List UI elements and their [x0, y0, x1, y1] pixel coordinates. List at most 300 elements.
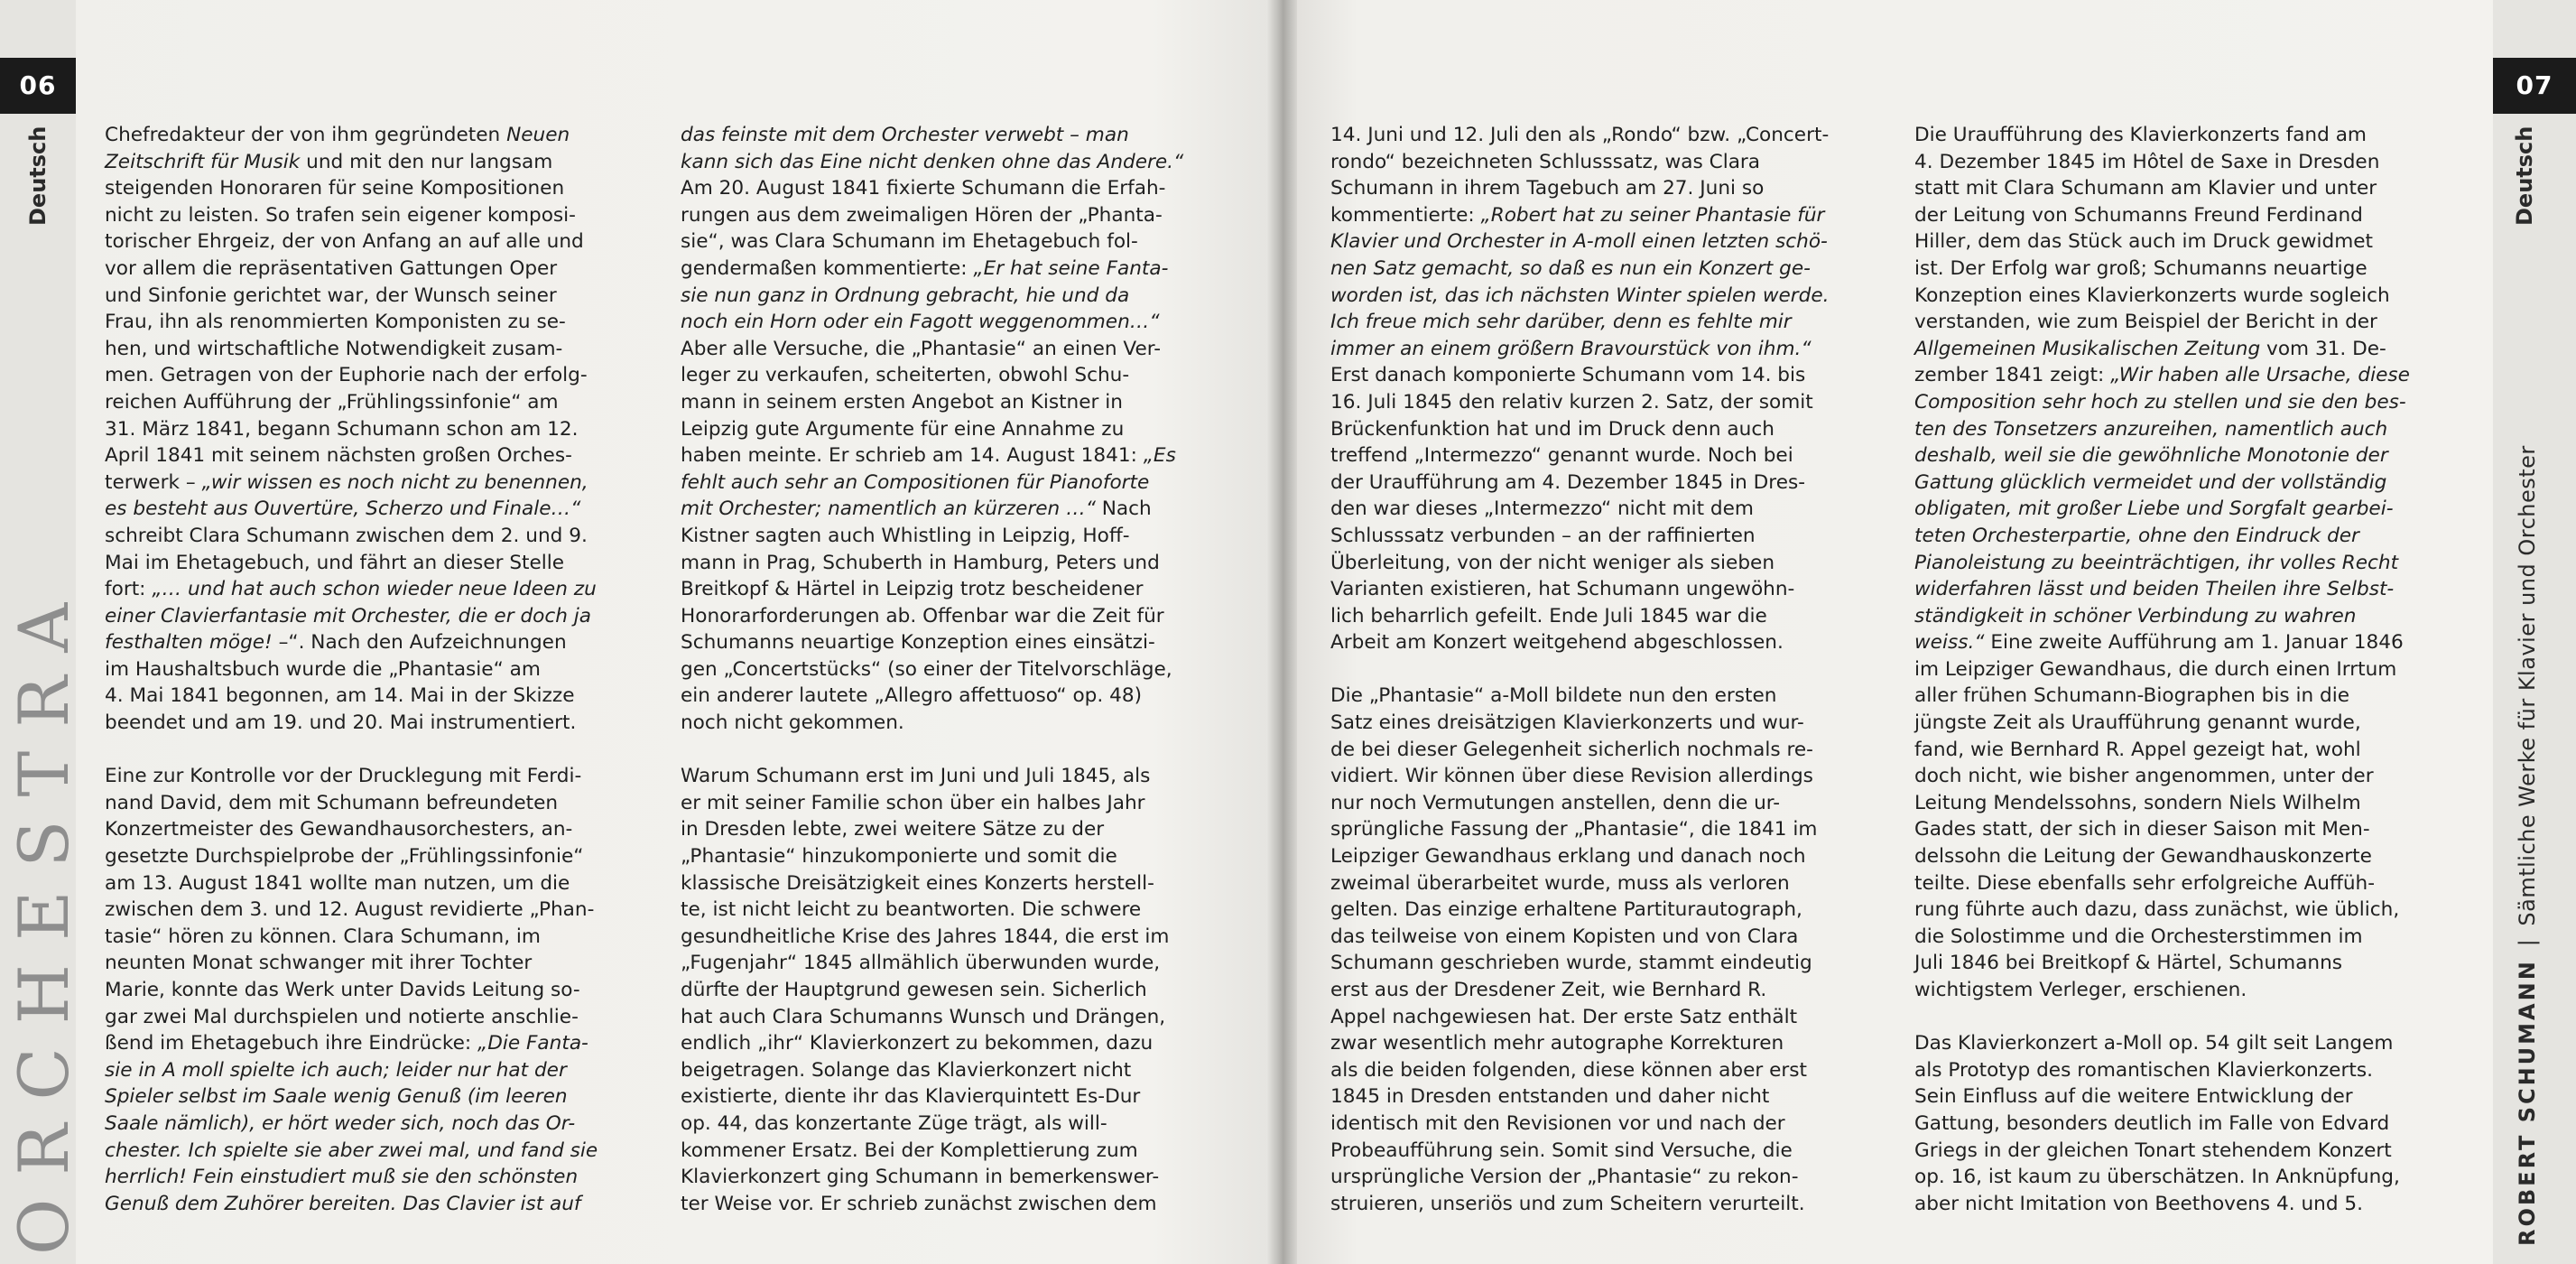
- text-line: [1914, 256, 2449, 283]
- text-run: gar zwei Mal durchspielen und notierte anschlie-: [105, 1005, 579, 1028]
- text-line: [105, 683, 639, 710]
- text-line: [681, 1057, 1215, 1084]
- italic-quote: Allgemeinen Musikalischen Zeitung: [1914, 337, 2261, 360]
- text-run: Satz eines dreisätzigen Klavierkonzerts und wur-: [1330, 711, 1804, 735]
- text-run: gen „Concertstücks“ (so einer der Titelvorschläge,: [681, 657, 1172, 681]
- text-line: [105, 576, 639, 603]
- text-line: [681, 309, 1215, 336]
- text-line: [105, 1111, 639, 1138]
- text-line: [1330, 1030, 1865, 1057]
- text-line: [1914, 523, 2449, 550]
- text-run: Honorarforderungen ab. Offenbar war die Zeit für: [681, 604, 1164, 627]
- italic-quote: „Robert hat zu seiner Phantasie für: [1480, 203, 1825, 227]
- text-line: [1330, 683, 1865, 710]
- text-run: Erst danach komponierte Schumann vom 14. bis: [1330, 364, 1806, 387]
- text-line: [1330, 710, 1865, 737]
- text-run: mann in Prag, Schuberth in Hamburg, Peters und: [681, 551, 1160, 574]
- text-line: [105, 256, 639, 283]
- text-run: in Dresden lebte, zwei weitere Sätze zu der: [681, 818, 1105, 841]
- text-run: haben meinte. Er schrieb am 14. August 1841:: [681, 444, 1144, 468]
- text-run: op. 44, das konzertante Züge trägt, als will-: [681, 1111, 1107, 1135]
- text-line: [1330, 469, 1865, 497]
- text-run: 4. Dezember 1845 im Hôtel de Saxe in Dresden: [1914, 150, 2380, 173]
- text-line: [681, 256, 1215, 283]
- text-line: [105, 523, 639, 550]
- text-run: den war dieses „Intermezzo“ nicht mit dem: [1330, 497, 1754, 521]
- italic-quote: Zeitschrift für Musik: [105, 150, 301, 173]
- text-run: rungen aus dem zweimaligen Hören der „Phanta-: [681, 203, 1163, 227]
- text-line: [1330, 843, 1865, 870]
- italic-quote: noch ein Horn oder ein Fagott weggenommen…“: [681, 311, 1160, 334]
- text-line: [1330, 763, 1865, 790]
- italic-quote: ständigkeit in schöner Verbindung zu wahren: [1914, 604, 2357, 627]
- text-line: [105, 924, 639, 951]
- text-run: Juli 1846 bei Breitkopf & Härtel, Schumanns: [1914, 952, 2343, 975]
- text-run: Sein Einfluss auf die weitere Entwicklung der: [1914, 1085, 2353, 1109]
- text-run: statt mit Clara Schumann am Klavier und unter: [1914, 177, 2377, 200]
- text-line: [1330, 1057, 1865, 1084]
- text-line: [1914, 1030, 2449, 1057]
- italic-quote: Pianoleistung zu beeinträchtigen, ihr volles Recht: [1914, 551, 2399, 574]
- text-run: delssohn die Leitung der Gewandhauskonzerte: [1914, 845, 2372, 869]
- italic-quote: Spieler selbst im Saale wenig Genuß (im leeren: [105, 1085, 568, 1109]
- text-line: [1330, 523, 1865, 550]
- text-run: sie“, was Clara Schumann im Ehetagebuch fol-: [681, 230, 1138, 254]
- text-line: [681, 122, 1215, 149]
- italic-quote: Ich freue mich sehr darüber, denn es fehlte mir: [1330, 311, 1792, 334]
- text-line: [681, 950, 1215, 977]
- text-line: [681, 362, 1215, 389]
- running-title-composer: ROBERT SCHUMANN: [2515, 959, 2540, 1246]
- text-line: [1330, 149, 1865, 176]
- text-line: [1330, 1138, 1865, 1165]
- text-line: [1330, 950, 1865, 977]
- italic-quote: deshalb, weil sie die gewöhnliche Monotonie der: [1914, 444, 2388, 468]
- paragraph-break: [1330, 656, 1865, 683]
- text-run: nur noch Vermutungen anstellen, denn die ur-: [1330, 791, 1781, 814]
- text-line: [1914, 603, 2449, 630]
- text-run: Aber alle Versuche, die „Phantasie“ an einen Ver-: [681, 337, 1162, 360]
- text-run: Klavierkonzert ging Schumann in bemerkenswer-: [681, 1166, 1160, 1189]
- text-run: ist. Der Erfolg war groß; Schumanns neuartige: [1914, 256, 2368, 280]
- text-line: [1914, 790, 2449, 817]
- text-run: als Prototyp des romantischen Klavierkonzerts.: [1914, 1058, 2373, 1082]
- text-line: [105, 309, 639, 336]
- text-line: [681, 790, 1215, 817]
- text-run: lich beharrlich gefeilt. Ende Juli 1845 war die: [1330, 604, 1767, 627]
- text-line: [1330, 362, 1865, 389]
- text-run: Probeaufführung sein. Somit sind Versuche, die: [1330, 1139, 1793, 1162]
- text-run: op. 16, ist kaum zu überschätzen. In Anknüpfung,: [1914, 1166, 2400, 1189]
- text-run: Überleitung, von der nicht weniger als sieben: [1330, 551, 1775, 574]
- text-run: nicht zu leisten. So trafen sein eigener komposi-: [105, 203, 576, 227]
- paragraph-break: [681, 737, 1215, 764]
- italic-quote: „… und hat auch schon wieder neue Ideen zu: [152, 578, 597, 601]
- text-line: [1330, 629, 1865, 656]
- text-run: gelten. Das einzige erhaltene Partiturautograph,: [1330, 898, 1802, 922]
- text-run: fort:: [105, 578, 153, 601]
- text-line: [105, 550, 639, 577]
- text-run: Am 20. August 1841 fixierte Schumann die Erfah-: [681, 177, 1166, 200]
- text-run: zwischen dem 3. und 12. August revidierte „Phan-: [105, 898, 595, 922]
- text-line: [105, 897, 639, 924]
- text-run: erst aus der Dresdener Zeit, wie Bernhard R.: [1330, 979, 1767, 1001]
- text-line: [105, 336, 639, 363]
- text-run: Leitung Mendelssohns, sondern Niels Wilhelm: [1914, 791, 2361, 814]
- text-line: [105, 202, 639, 229]
- italic-quote: Saale nämlich), er hört weder sich, noch das Or-: [105, 1111, 576, 1135]
- text-line: [105, 870, 639, 897]
- text-line: [1330, 416, 1865, 443]
- text-run: Schumanns neuartige Konzeption eines einsätzi-: [681, 631, 1155, 655]
- text-run: treffend „Intermezzo“ genannt wurde. Noch bei: [1330, 444, 1793, 468]
- language-label-right: Deutsch: [2512, 125, 2537, 226]
- text-run: Hiller, dem das Stück auch im Druck gewidmet: [1914, 230, 2373, 254]
- text-line: [681, 523, 1215, 550]
- text-run: klassische Dreisätzigkeit eines Konzerts herstell-: [681, 871, 1154, 895]
- text-run: zwar wesentlich mehr autographe Korrekturen: [1330, 1032, 1784, 1055]
- text-line: [1914, 843, 2449, 870]
- text-line: [681, 576, 1215, 603]
- text-run: Warum Schumann erst im Juni und Juli 1845, als: [681, 765, 1151, 788]
- text-line: [105, 469, 639, 497]
- text-run: die Solostimme und die Orchesterstimmen im: [1914, 925, 2363, 948]
- text-line: [1330, 202, 1865, 229]
- book-gutter: [1266, 0, 1297, 1264]
- italic-quote: nen Satz gemacht, so daß es nun ein Konzert ge-: [1330, 256, 1811, 280]
- italic-quote: sie nun ganz in Ordnung gebracht, hie und da: [681, 283, 1130, 307]
- text-run: leger zu verkaufen, scheiterten, obwohl Schu-: [681, 364, 1130, 387]
- italic-quote: ten des Tonsetzers anzureihen, namentlich auch: [1914, 417, 2388, 441]
- text-line: [1330, 283, 1865, 310]
- text-run: jüngste Zeit als Uraufführung genannt wurde,: [1914, 711, 2361, 735]
- text-line: [1330, 1164, 1865, 1191]
- text-run: 16. Juli 1845 den relativ kurzen 2. Satz, der somit: [1330, 390, 1813, 414]
- text-run: Chefredakteur der von ihm gegründeten: [105, 124, 507, 146]
- text-run: Gattung, besonders deutlich im Falle von Edvard: [1914, 1111, 2390, 1135]
- text-line: [681, 897, 1215, 924]
- text-run: rondo“ bezeichneten Schlusssatz, was Clara: [1330, 150, 1761, 173]
- text-line: [1330, 816, 1865, 843]
- text-line: [681, 202, 1215, 229]
- text-line: [681, 683, 1215, 710]
- text-run: Breitkopf & Härtel in Leipzig trotz bescheidener: [681, 578, 1144, 601]
- text-line: [681, 1083, 1215, 1111]
- paragraph-break: [105, 737, 639, 764]
- text-line: [681, 603, 1215, 630]
- text-run: im Leipziger Gewandhaus, die durch einen Irrtum: [1914, 657, 2397, 681]
- italic-quote: Gattung glücklich vermeidet und der vollständig: [1914, 470, 2387, 494]
- text-run: beigetragen. Solange das Klavierkonzert nicht: [681, 1058, 1132, 1082]
- text-run: hen, und wirtschaftliche Notwendigkeit zusam-: [105, 337, 563, 360]
- text-run: steigenden Honoraren für seine Kompositionen: [105, 177, 565, 200]
- text-run: noch nicht gekommen.: [681, 711, 904, 735]
- text-line: [1914, 710, 2449, 737]
- text-run: aller frühen Schumann-Biographen bis in die: [1914, 684, 2349, 708]
- text-line: [681, 149, 1215, 176]
- orchestra-side-label: ORCHESTRA: [4, 579, 84, 1255]
- italic-quote: worden ist, das ich nächsten Winter spielen werde.: [1330, 283, 1830, 307]
- text-run: Schumann geschrieben wurde, stammt eindeutig: [1330, 952, 1812, 975]
- text-line: [105, 1004, 639, 1031]
- text-line: [1914, 550, 2449, 577]
- text-line: [1330, 550, 1865, 577]
- text-line: [1914, 202, 2449, 229]
- text-line: [681, 710, 1215, 737]
- text-line: [105, 283, 639, 310]
- text-line: [1914, 1111, 2449, 1138]
- text-run: Brückenfunktion hat und im Druck denn auch: [1330, 417, 1774, 441]
- text-line: [105, 790, 639, 817]
- text-line: [1330, 603, 1865, 630]
- text-line: [1914, 977, 2449, 1004]
- text-line: [1914, 950, 2449, 977]
- text-run: reichen Aufführung der „Frühlingssinfonie“ am: [105, 390, 559, 414]
- text-line: [105, 228, 639, 256]
- text-line: [1914, 870, 2449, 897]
- text-run: beendet und am 19. und 20. Mai instrumentiert.: [105, 711, 577, 735]
- text-line: [105, 656, 639, 683]
- text-line: [1914, 737, 2449, 764]
- text-run: Eine zur Kontrolle vor der Drucklegung mit Ferdi-: [105, 765, 582, 788]
- text-line: [681, 550, 1215, 577]
- text-line: [1914, 763, 2449, 790]
- text-run: fand, wie Bernhard R. Appel gezeigt hat, wohl: [1914, 738, 2361, 761]
- left-page: [0, 0, 1280, 1264]
- text-line: [681, 336, 1215, 363]
- text-line: [105, 496, 639, 523]
- text-line: [1330, 737, 1865, 764]
- text-line: [1914, 1083, 2449, 1111]
- text-line: [1914, 576, 2449, 603]
- text-run: gendermaßen kommentierte:: [681, 256, 974, 280]
- text-line: [105, 122, 639, 149]
- italic-quote: „Wir haben alle Ursache, diese: [2110, 364, 2410, 387]
- text-line: [681, 1191, 1215, 1218]
- text-run: er mit seiner Familie schon über ein halbes Jahr: [681, 791, 1145, 814]
- italic-quote: Genuß dem Zuhörer bereiten. Das Clavier ist auf: [105, 1192, 581, 1215]
- text-line: [1330, 389, 1865, 416]
- text-line: [105, 763, 639, 790]
- text-line: [105, 416, 639, 443]
- text-run: der Uraufführung am 4. Dezember 1845 in Dres-: [1330, 470, 1806, 494]
- text-run: Varianten existieren, hat Schumann ungewöhn-: [1330, 578, 1795, 601]
- text-line: [681, 816, 1215, 843]
- text-line: [1914, 469, 2449, 497]
- text-run: rung führte auch dazu, dass zunächst, wie üblich,: [1914, 898, 2400, 922]
- italic-quote: „Er hat seine Fanta-: [973, 256, 1169, 280]
- text-run: der Leitung von Schumanns Freund Ferdinand: [1914, 203, 2363, 227]
- italic-quote: teten Orchesterpartie, ohne den Eindruck der: [1914, 524, 2359, 547]
- text-run: struieren, unseriös und zum Scheitern verurteilt.: [1330, 1192, 1805, 1215]
- text-line: [1914, 1138, 2449, 1165]
- text-line: [105, 1083, 639, 1111]
- text-run: 31. März 1841, begann Schumann schon am 12.: [105, 417, 579, 441]
- text-line: [1914, 336, 2449, 363]
- right-page: [1280, 0, 2576, 1264]
- italic-quote: immer an einem größern Bravourstück von ihm.“: [1330, 337, 1812, 360]
- text-line: [1330, 496, 1865, 523]
- text-run: das teilweise von einem Kopisten und von Clara: [1330, 925, 1799, 948]
- text-line: [681, 228, 1215, 256]
- text-line: [1914, 175, 2449, 202]
- text-run: Arbeit am Konzert weitgehend abgeschlossen.: [1330, 631, 1784, 655]
- text-line: [105, 1164, 639, 1191]
- text-run: April 1841 mit seinem nächsten großen Orches-: [105, 444, 572, 468]
- page-number-right: 07: [2493, 58, 2576, 114]
- text-line: [681, 175, 1215, 202]
- text-run: Leipzig gute Argumente für eine Annahme zu: [681, 417, 1125, 441]
- running-title-separator: |: [2515, 938, 2540, 947]
- italic-quote: obligaten, mit großer Liebe und Sorgfalt gearbei-: [1914, 497, 2394, 521]
- text-run: neunten Monat schwanger mit ihrer Tochter: [105, 952, 533, 975]
- text-run: Konzeption eines Klavierkonzerts wurde sogleich: [1914, 283, 2390, 307]
- text-line: [1914, 897, 2449, 924]
- text-line: [105, 1030, 639, 1057]
- text-run: am 13. August 1841 wollte man nutzen, um die: [105, 871, 570, 895]
- text-line: [1914, 924, 2449, 951]
- text-line: [105, 442, 639, 469]
- text-line: [105, 389, 639, 416]
- text-run: Mai im Ehetagebuch, und fährt an dieser Stelle: [105, 551, 565, 574]
- text-run: 4. Mai 1841 begonnen, am 14. Mai in der Skizze: [105, 684, 575, 708]
- running-title: [2515, 445, 2540, 1246]
- text-line: [681, 656, 1215, 683]
- text-line: [1330, 442, 1865, 469]
- text-line: [1330, 1004, 1865, 1031]
- text-line: [1914, 283, 2449, 310]
- text-run: doch nicht, wie bisher angenommen, unter der: [1914, 765, 2374, 788]
- text-line: [105, 950, 639, 977]
- text-line: [681, 977, 1215, 1004]
- text-line: [681, 629, 1215, 656]
- text-line: [1914, 496, 2449, 523]
- italic-quote: einer Clavierfantasie mit Orchester, die er doch ja: [105, 604, 592, 627]
- text-run: im Haushaltsbuch wurde die „Phantasie“ am: [105, 657, 541, 681]
- text-line: [1914, 683, 2449, 710]
- text-line: [681, 1030, 1215, 1057]
- text-line: [1330, 576, 1865, 603]
- text-line: [1330, 1111, 1865, 1138]
- text-line: [1914, 389, 2449, 416]
- italic-quote: „wir wissen es noch nicht zu benennen,: [201, 470, 588, 494]
- text-run: ter Weise vor. Er schrieb zunächst zwischen dem: [681, 1192, 1157, 1215]
- text-run: vom 31. De-: [2260, 337, 2386, 360]
- text-line: [681, 870, 1215, 897]
- text-line: [1330, 790, 1865, 817]
- text-line: [1330, 336, 1865, 363]
- text-run: Schumann in ihrem Tagebuch am 27. Juni so: [1330, 177, 1765, 200]
- text-run: –“. Nach den Aufzeichnungen: [272, 631, 567, 655]
- text-run: verstanden, wie zum Beispiel der Bericht in der: [1914, 311, 2377, 334]
- text-run: te, ist nicht leicht zu beantworten. Die schwere: [681, 898, 1142, 922]
- text-line: [1914, 816, 2449, 843]
- paragraph-break: [1914, 1004, 2449, 1031]
- italic-quote: mit Orchester; namentlich an kürzeren …“: [681, 497, 1096, 521]
- text-run: „Fugenjahr“ 1845 allmählich überwunden wurde,: [681, 952, 1161, 975]
- text-line: [105, 149, 639, 176]
- italic-quote: Composition sehr hoch zu stellen und sie den bes-: [1914, 390, 2406, 414]
- italic-quote: widerfahren lässt und beiden Theilen ihre Selbst-: [1914, 578, 2395, 601]
- text-line: [105, 603, 639, 630]
- text-run: Eine zweite Aufführung am 1. Januar 1846: [1984, 631, 2404, 655]
- text-line: [681, 843, 1215, 870]
- italic-quote: kann sich das Eine nicht denken ohne das Andere.“: [681, 150, 1184, 173]
- text-run: Die „Phantasie“ a-Moll bildete nun den ersten: [1330, 684, 1777, 708]
- text-run: men. Getragen von der Euphorie nach der erfolg-: [105, 364, 588, 387]
- text-line: [1914, 1164, 2449, 1191]
- text-line: [1330, 870, 1865, 897]
- text-run: gesetzte Durchspielprobe der „Frühlingssinfonie“: [105, 845, 584, 869]
- italic-quote: weiss.“: [1914, 631, 1985, 655]
- text-run: kommener Ersatz. Bei der Komplettierung zum: [681, 1139, 1138, 1162]
- text-run: zember 1841 zeigt:: [1914, 364, 2111, 387]
- text-run: 14. Juni und 12. Juli den als „Rondo“ bzw. „Concert-: [1330, 124, 1830, 146]
- italic-quote: festhalten möge!: [105, 631, 273, 655]
- text-run: Griegs in der gleichen Tonart stehendem Konzert: [1914, 1139, 2392, 1162]
- italic-quote: fehlt auch sehr an Compositionen für Pianoforte: [681, 470, 1150, 494]
- page-number-left: 06: [0, 58, 76, 114]
- italic-quote: Neuen: [506, 124, 570, 146]
- text-run: torischer Ehrgeiz, der von Anfang an auf alle und: [105, 230, 584, 254]
- text-line: [1330, 977, 1865, 1004]
- text-line: [1330, 897, 1865, 924]
- text-run: Konzertmeister des Gewandhausorchesters, an-: [105, 818, 573, 841]
- italic-quote: es besteht aus Ouvertüre, Scherzo und Finale…“: [105, 497, 581, 521]
- text-line: [1914, 416, 2449, 443]
- italic-quote: das feinste mit dem Orchester verwebt – man: [681, 124, 1129, 146]
- text-run: Kistner sagten auch Whistling in Leipzig, Hoff-: [681, 524, 1130, 547]
- text-line: [681, 1138, 1215, 1165]
- text-line: [681, 1111, 1215, 1138]
- text-run: wichtigstem Verleger, erschienen.: [1914, 979, 2247, 1001]
- text-run: existierte, diente ihr das Klavierquintett Es-Dur: [681, 1085, 1141, 1109]
- text-run: 1845 in Dresden entstanden und daher nicht: [1330, 1085, 1770, 1109]
- text-line: [1914, 442, 2449, 469]
- text-run: ßend im Ehetagebuch ihre Eindrücke:: [105, 1032, 478, 1055]
- text-line: [1914, 656, 2449, 683]
- text-run: ursprüngliche Version der „Phantasie“ zu rekon-: [1330, 1166, 1799, 1189]
- text-run: Nach: [1095, 497, 1152, 521]
- text-run: nand David, dem mit Schumann befreundeten: [105, 791, 559, 814]
- text-line: [1914, 629, 2449, 656]
- text-line: [1914, 309, 2449, 336]
- text-run: gesundheitliche Krise des Jahres 1844, die erst im: [681, 925, 1170, 948]
- text-run: Leipziger Gewandhaus erklang und danach noch: [1330, 845, 1806, 869]
- text-run: endlich „ihr“ Klavierkonzert zu bekommen, dazu: [681, 1032, 1154, 1055]
- text-line: [1330, 228, 1865, 256]
- text-line: [681, 496, 1215, 523]
- text-run: Frau, ihn als renommierten Komponisten zu se-: [105, 311, 566, 334]
- text-line: [681, 469, 1215, 497]
- text-line: [1330, 175, 1865, 202]
- text-run: Das Klavierkonzert a-Moll op. 54 gilt seit Langem: [1914, 1032, 2394, 1055]
- italic-quote: sie in A moll spielte ich auch; leider nur hat der: [105, 1058, 567, 1082]
- text-run: sprüngliche Fassung der „Phantasie“, die 1841 im: [1330, 818, 1818, 841]
- text-line: [1914, 362, 2449, 389]
- text-run: kommentierte:: [1330, 203, 1481, 227]
- text-line: [1914, 1057, 2449, 1084]
- text-column-left-2: [681, 122, 1215, 1217]
- text-line: [1914, 1191, 2449, 1218]
- text-run: hat auch Clara Schumanns Wunsch und Drängen,: [681, 1005, 1166, 1028]
- italic-quote: „Die Fanta-: [477, 1032, 588, 1055]
- text-line: [1330, 122, 1865, 149]
- text-line: [105, 362, 639, 389]
- text-line: [105, 1138, 639, 1165]
- text-column-right-2: [1914, 122, 2449, 1217]
- text-run: schreibt Clara Schumann zwischen dem 2. und 9.: [105, 524, 588, 547]
